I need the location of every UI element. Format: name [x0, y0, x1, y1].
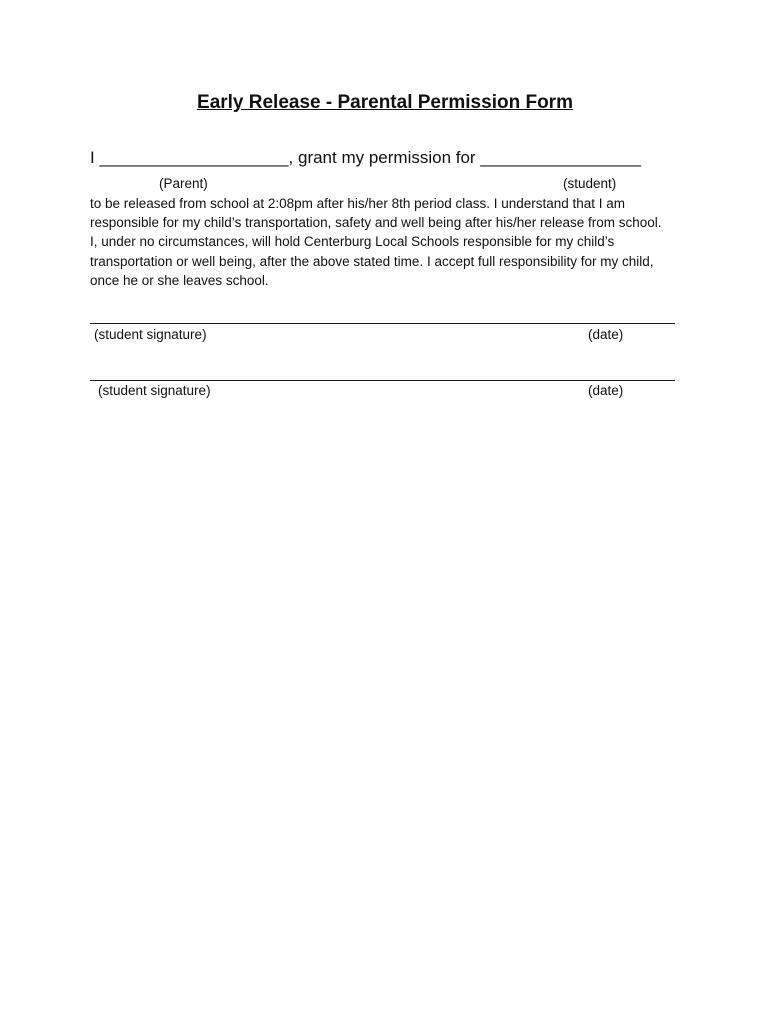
student-label: (student) [563, 176, 617, 191]
parent-label: (Parent) [159, 176, 208, 191]
statement-line: responsible for my child’s transportation, safety and well being after his/her release from school. [90, 215, 662, 231]
signature-line [90, 323, 675, 324]
release-statement [90, 194, 690, 290]
grant-permission-line: I ____________________, grant my permission for _________________ [90, 148, 642, 167]
date-label: (date) [588, 383, 624, 398]
statement-line: transportation or well being, after the above stated time. I accept full responsibility for my child, [90, 253, 654, 269]
date-label: (date) [588, 327, 624, 342]
statement-line: I, under no circumstances, will hold Centerburg Local Schools responsible for my child’s [90, 234, 615, 250]
statement-line: to be released from school at 2:08pm after his/her 8th period class. I understand that I am [90, 196, 626, 211]
signature-label: (student signature) [98, 383, 211, 398]
statement-line: once he or she leaves school. [90, 272, 269, 288]
form-title: Early Release - Parental Permission Form [197, 92, 573, 113]
signature-line [90, 380, 675, 381]
signature-label: (student signature) [94, 327, 207, 342]
